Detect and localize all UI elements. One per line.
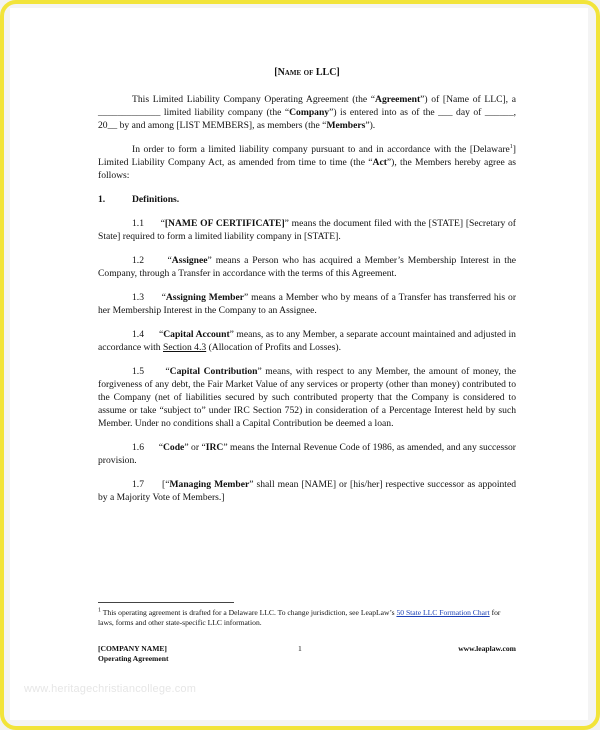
definition-1-1: 1.1 “[NAME OF CERTIFICATE]” means the document filed with the [STATE] [Secretary of State] required to form a limited liability company in [STATE]. (98, 218, 516, 242)
llc-formation-chart-link[interactable]: 50 State LLC Formation Chart (396, 608, 490, 617)
formation-paragraph: In order to form a limited liability company pursuant to and in accordance with the [Delaware$^1$] Limited Liability Company Act, as amended from time to time (the “Act”), the Members hereby agree as follows: (98, 143, 516, 181)
footer-left (98, 644, 169, 664)
footnote-divider (98, 602, 234, 603)
definition-1-6: 1.6 “Code” or “IRC” means the Internal Revenue Code of 1986, as amended, and any successor provision. (98, 442, 516, 466)
watermark-text: www.heritagechristiancollege.com (24, 683, 197, 695)
footer-document-name: Operating Agreement (98, 654, 169, 663)
footer-company-name: [COMPANY NAME] (98, 644, 167, 653)
footer-website: www.leaplaw.com (458, 644, 516, 653)
section-heading-definitions: 1. Definitions. (98, 194, 180, 205)
footnote: $^1$ This operating agreement is drafted for a Delaware LLC. To change jurisdiction, see LeapLaw’s 50 State LLC Formation Chart for laws, forms and other state-specific LLC information. (98, 607, 501, 627)
footnote-ref[interactable]: 1 (509, 143, 513, 150)
document-title: [Name of LLC] (274, 67, 340, 78)
document-page (10, 8, 588, 720)
definition-1-5: 1.5 “Capital Contribution” means, with respect to any Member, the amount of money, the forgiveness of any debt, the Fair Market Value of any services or property (other than money) contributed to the Company (net of liabilities secured by such contributed property that the Company is considered to assume or take “subject to” under IRC Section 752) in consideration of a Percentage Interest held by such Member. Under no conditions shall a Capital Contribution be deemed a loan. (98, 366, 517, 429)
section-4-3-link[interactable]: Section 4.3 (163, 342, 207, 353)
page-number: 1 (298, 644, 302, 653)
document-body (98, 66, 516, 515)
definition-1-2: 1.2 “Assignee” means a Person who has acquired a Member’s Membership Interest in the Company, through a Transfer in accordance with the terms of this Agreement. (98, 255, 517, 279)
definition-1-7: 1.7 [“Managing Member” shall mean [NAME] or [his/her] respective successor as appointed by a Majority Vote of Members.] (98, 479, 517, 503)
definition-1-3: 1.3 “Assigning Member” means a Member who by means of a Transfer has transferred his or her Membership Interest in the Company to an Assignee. (98, 292, 517, 316)
definition-1-4: 1.4 “Capital Account” means, as to any Member, a separate account maintained and adjusted in accordance with Section 4.3 (Allocation of Profits and Losses). (98, 329, 516, 353)
intro-paragraph: This Limited Liability Company Operating Agreement (the “Agreement”) of [Name of LLC], a _____________ limited liability company (the “Company”) is entered into as of the ___ day of ______, 20__ by and among [LIST MEMBERS], as members (the “Members”). (98, 94, 517, 131)
